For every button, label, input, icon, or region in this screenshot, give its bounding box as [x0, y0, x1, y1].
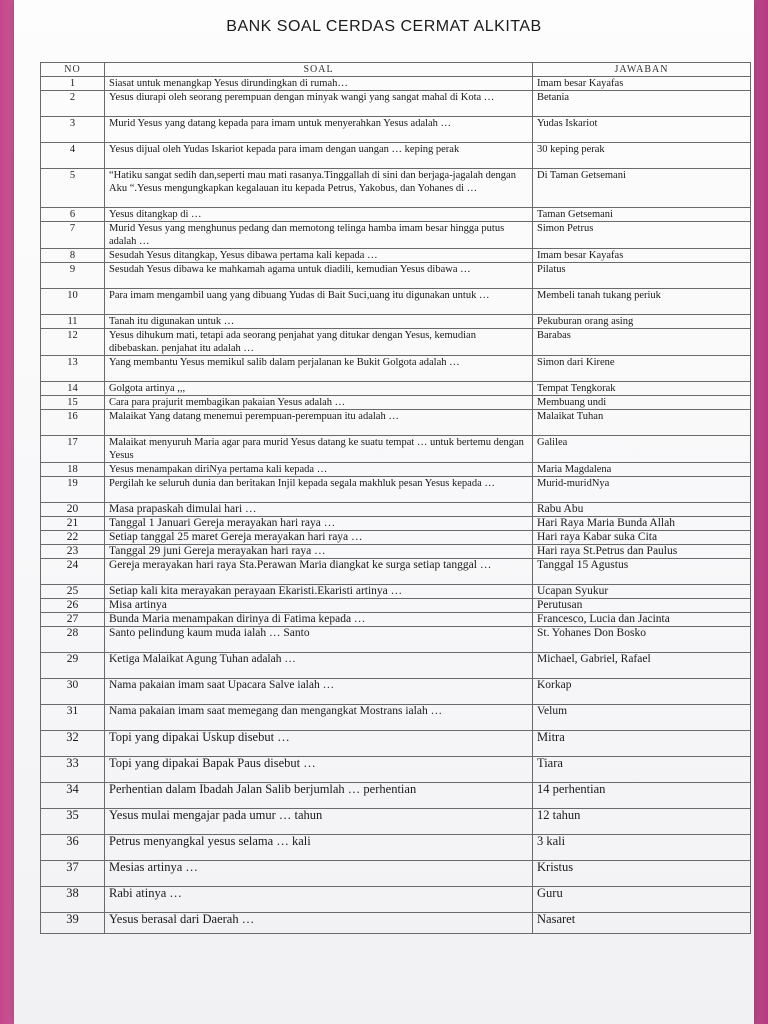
row-number: 25 — [41, 585, 105, 599]
header-soal: SOAL — [105, 63, 533, 77]
row-number: 12 — [41, 329, 105, 356]
row-number: 1 — [41, 77, 105, 91]
table-row — [41, 545, 751, 559]
table-row — [41, 679, 751, 705]
answer-text: Betania — [533, 91, 751, 117]
question-text: Gereja merayakan hari raya Sta.Perawan Maria diangkat ke surga setiap tanggal … — [105, 559, 533, 585]
answer-text: St. Yohanes Don Bosko — [533, 627, 751, 653]
question-text: Yesus mulai mengajar pada umur … tahun — [105, 809, 533, 835]
answer-text: Hari raya Kabar suka Cita — [533, 531, 751, 545]
question-text: Pergilah ke seluruh dunia dan beritakan Injil kepada segala makhluk pesan Yesus kepada … — [105, 477, 533, 503]
question-text: Murid Yesus yang menghunus pedang dan memotong telinga hamba imam besar hingga putus adalah … — [105, 222, 533, 249]
row-number: 14 — [41, 382, 105, 396]
answer-text: 3 kali — [533, 835, 751, 861]
row-number: 9 — [41, 263, 105, 289]
answer-text: Maria Magdalena — [533, 463, 751, 477]
row-number: 32 — [41, 731, 105, 757]
table-row — [41, 559, 751, 585]
answer-text: 14 perhentian — [533, 783, 751, 809]
table-row — [41, 653, 751, 679]
row-number: 21 — [41, 517, 105, 531]
question-text: Bunda Maria menampakan dirinya di Fatima kepada … — [105, 613, 533, 627]
answer-text: Imam besar Kayafas — [533, 77, 751, 91]
answer-text: Perutusan — [533, 599, 751, 613]
answer-text: Tanggal 15 Agustus — [533, 559, 751, 585]
question-text: Topi yang dipakai Uskup disebut … — [105, 731, 533, 757]
table-header-row — [41, 63, 751, 77]
question-text: Petrus menyangkal yesus selama … kali — [105, 835, 533, 861]
row-number: 15 — [41, 396, 105, 410]
table-row — [41, 809, 751, 835]
table-row — [41, 410, 751, 436]
question-text: Misa artinya — [105, 599, 533, 613]
paper-sheet — [14, 0, 754, 1024]
answer-text: Galilea — [533, 436, 751, 463]
row-number: 6 — [41, 208, 105, 222]
row-number: 31 — [41, 705, 105, 731]
table-row — [41, 517, 751, 531]
question-text: Masa prapaskah dimulai hari … — [105, 503, 533, 517]
question-text: Rabi atinya … — [105, 887, 533, 913]
question-text: Sesudah Yesus dibawa ke mahkamah agama untuk diadili, kemudian Yesus dibawa … — [105, 263, 533, 289]
answer-text: Michael, Gabriel, Rafael — [533, 653, 751, 679]
row-number: 37 — [41, 861, 105, 887]
row-number: 36 — [41, 835, 105, 861]
answer-text: Kristus — [533, 861, 751, 887]
question-text: Setiap tanggal 25 maret Gereja merayakan hari raya … — [105, 531, 533, 545]
table-row — [41, 599, 751, 613]
row-number: 28 — [41, 627, 105, 653]
table-row — [41, 315, 751, 329]
question-text: Sesudah Yesus ditangkap, Yesus dibawa pertama kali kepada … — [105, 249, 533, 263]
row-number: 10 — [41, 289, 105, 315]
table-row — [41, 477, 751, 503]
row-number: 17 — [41, 436, 105, 463]
row-number: 39 — [41, 913, 105, 934]
table-row — [41, 77, 751, 91]
table-row — [41, 169, 751, 208]
row-number: 13 — [41, 356, 105, 382]
row-number: 33 — [41, 757, 105, 783]
answer-text: 12 tahun — [533, 809, 751, 835]
table-row — [41, 503, 751, 517]
answer-text: Pekuburan orang asing — [533, 315, 751, 329]
answer-text: 30 keping perak — [533, 143, 751, 169]
table-row — [41, 731, 751, 757]
answer-text: Di Taman Getsemani — [533, 169, 751, 208]
row-number: 19 — [41, 477, 105, 503]
question-text: Yesus dijual oleh Yudas Iskariot kepada para imam dengan uangan … keping perak — [105, 143, 533, 169]
answer-text: Mitra — [533, 731, 751, 757]
answer-text: Simon Petrus — [533, 222, 751, 249]
row-number: 22 — [41, 531, 105, 545]
table-row — [41, 289, 751, 315]
row-number: 18 — [41, 463, 105, 477]
answer-text: Barabas — [533, 329, 751, 356]
answer-text: Membuang undi — [533, 396, 751, 410]
table-row — [41, 329, 751, 356]
header-no: NO — [41, 63, 105, 77]
table-row — [41, 913, 751, 934]
answer-text: Murid-muridNya — [533, 477, 751, 503]
table-row — [41, 222, 751, 249]
answer-text: Rabu Abu — [533, 503, 751, 517]
table-row — [41, 382, 751, 396]
answer-text: Hari Raya Maria Bunda Allah — [533, 517, 751, 531]
row-number: 16 — [41, 410, 105, 436]
question-text: Yesus berasal dari Daerah … — [105, 913, 533, 934]
answer-text: Imam besar Kayafas — [533, 249, 751, 263]
answer-text: Yudas Iskariot — [533, 117, 751, 143]
table-row — [41, 585, 751, 599]
question-text: Golgota artinya ,,, — [105, 382, 533, 396]
answer-text: Tempat Tengkorak — [533, 382, 751, 396]
table-row — [41, 436, 751, 463]
table-row — [41, 208, 751, 222]
question-text: Yesus diurapi oleh seorang perempuan dengan minyak wangi yang sangat mahal di Kota … — [105, 91, 533, 117]
row-number: 2 — [41, 91, 105, 117]
table-row — [41, 887, 751, 913]
table-row — [41, 783, 751, 809]
row-number: 30 — [41, 679, 105, 705]
row-number: 24 — [41, 559, 105, 585]
table-row — [41, 117, 751, 143]
table-body — [41, 77, 751, 934]
quiz-table — [40, 62, 751, 934]
row-number: 23 — [41, 545, 105, 559]
table-row — [41, 613, 751, 627]
question-text: Para imam mengambil uang yang dibuang Yudas di Bait Suci,uang itu digunakan untuk … — [105, 289, 533, 315]
row-number: 8 — [41, 249, 105, 263]
question-text: Cara para prajurit membagikan pakaian Yesus adalah … — [105, 396, 533, 410]
question-text: Malaikat menyuruh Maria agar para murid Yesus datang ke suatu tempat … untuk bertemu dengan Yesus — [105, 436, 533, 463]
row-number: 29 — [41, 653, 105, 679]
row-number: 3 — [41, 117, 105, 143]
answer-text: Hari raya St.Petrus dan Paulus — [533, 545, 751, 559]
answer-text: Malaikat Tuhan — [533, 410, 751, 436]
row-number: 11 — [41, 315, 105, 329]
question-text: Mesias artinya … — [105, 861, 533, 887]
question-text: Murid Yesus yang datang kepada para imam untuk menyerahkan Yesus adalah … — [105, 117, 533, 143]
question-text: “Hatiku sangat sedih dan,seperti mau mati rasanya.Tinggallah di sini dan berjaga-jagalah dengan Aku “.Yesus mengungkapkan kegalauan itu kepada Petrus, Yakobus, dan Yohanes di … — [105, 169, 533, 208]
table-row — [41, 531, 751, 545]
table-row — [41, 757, 751, 783]
answer-text: Pilatus — [533, 263, 751, 289]
answer-text: Korkap — [533, 679, 751, 705]
answer-text: Tiara — [533, 757, 751, 783]
answer-text: Taman Getsemani — [533, 208, 751, 222]
table-row — [41, 835, 751, 861]
row-number: 26 — [41, 599, 105, 613]
question-text: Yang membantu Yesus memikul salib dalam perjalanan ke Bukit Golgota adalah … — [105, 356, 533, 382]
question-text: Ketiga Malaikat Agung Tuhan adalah … — [105, 653, 533, 679]
question-text: Nama pakaian imam saat Upacara Salve ialah … — [105, 679, 533, 705]
answer-text: Nasaret — [533, 913, 751, 934]
question-text: Yesus ditangkap di … — [105, 208, 533, 222]
answer-text: Ucapan Syukur — [533, 585, 751, 599]
question-text: Setiap kali kita merayakan perayaan Ekaristi.Ekaristi artinya … — [105, 585, 533, 599]
question-text: Tanah itu digunakan untuk … — [105, 315, 533, 329]
row-number: 35 — [41, 809, 105, 835]
row-number: 4 — [41, 143, 105, 169]
question-text: Yesus menampakan diriNya pertama kali kepada … — [105, 463, 533, 477]
table-row — [41, 861, 751, 887]
table-row — [41, 263, 751, 289]
question-text: Malaikat Yang datang menemui perempuan-perempuan itu adalah … — [105, 410, 533, 436]
table-row — [41, 356, 751, 382]
table-row — [41, 705, 751, 731]
question-text: Perhentian dalam Ibadah Jalan Salib berjumlah … perhentian — [105, 783, 533, 809]
table-row — [41, 91, 751, 117]
table-row — [41, 463, 751, 477]
document-title: BANK SOAL CERDAS CERMAT ALKITAB — [226, 18, 542, 35]
table-row — [41, 143, 751, 169]
question-text: Nama pakaian imam saat memegang dan mengangkat Mostrans ialah … — [105, 705, 533, 731]
row-number: 5 — [41, 169, 105, 208]
row-number: 7 — [41, 222, 105, 249]
question-text: Yesus dihukum mati, tetapi ada seorang penjahat yang ditukar dengan Yesus, kemudian dibebaskan. penjahat itu adalah … — [105, 329, 533, 356]
row-number: 20 — [41, 503, 105, 517]
answer-text: Simon dari Kirene — [533, 356, 751, 382]
question-text: Santo pelindung kaum muda ialah … Santo — [105, 627, 533, 653]
header-jawaban: JAWABAN — [533, 63, 751, 77]
table-row — [41, 249, 751, 263]
table-row — [41, 627, 751, 653]
row-number: 27 — [41, 613, 105, 627]
question-text: Tanggal 29 juni Gereja merayakan hari raya … — [105, 545, 533, 559]
answer-text: Velum — [533, 705, 751, 731]
answer-text: Membeli tanah tukang periuk — [533, 289, 751, 315]
row-number: 34 — [41, 783, 105, 809]
question-text: Tanggal 1 Januari Gereja merayakan hari raya … — [105, 517, 533, 531]
answer-text: Guru — [533, 887, 751, 913]
row-number: 38 — [41, 887, 105, 913]
table-row — [41, 396, 751, 410]
question-text: Topi yang dipakai Bapak Paus disebut … — [105, 757, 533, 783]
answer-text: Francesco, Lucia dan Jacinta — [533, 613, 751, 627]
question-text: Siasat untuk menangkap Yesus dirundingkan di rumah… — [105, 77, 533, 91]
